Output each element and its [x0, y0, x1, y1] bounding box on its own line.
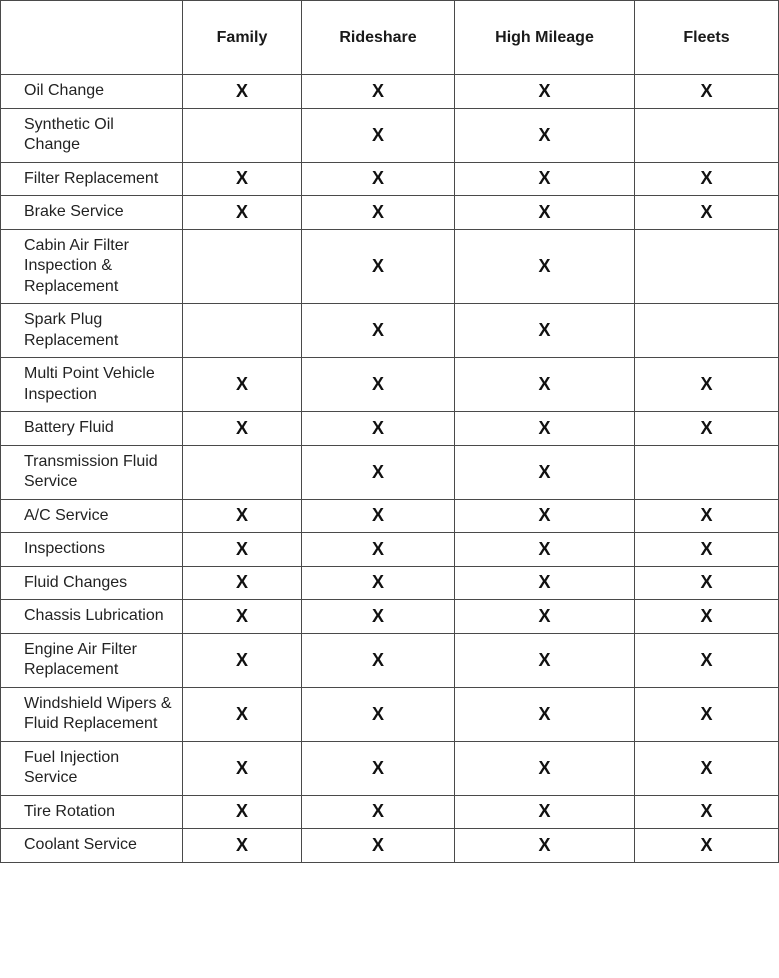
- high-mileage-mark-value: X: [538, 572, 551, 593]
- fleets-mark-value: X: [700, 538, 713, 559]
- rideshare-mark: [302, 304, 455, 358]
- rideshare-mark-value: X: [371, 168, 384, 189]
- family-mark-value: X: [235, 757, 248, 778]
- rideshare-mark: [302, 196, 455, 230]
- fleets-mark: [635, 162, 779, 196]
- rideshare-mark: [302, 499, 455, 533]
- table-row: [1, 196, 779, 230]
- fleets-mark-value: X: [700, 649, 713, 670]
- family-mark: [183, 795, 302, 829]
- high-mileage-mark: [455, 829, 635, 863]
- rideshare-mark: [302, 533, 455, 567]
- rideshare-mark: [302, 687, 455, 741]
- table-row: [1, 741, 779, 795]
- family-mark-value: X: [235, 572, 248, 593]
- service-name: Cabin Air Filter Inspection & Replacement: [1, 229, 183, 304]
- rideshare-mark: [302, 108, 455, 162]
- fleets-mark-value: X: [700, 80, 713, 101]
- fleets-mark-value: X: [700, 757, 713, 778]
- family-mark: [183, 741, 302, 795]
- rideshare-mark: [302, 566, 455, 600]
- family-mark: [183, 829, 302, 863]
- rideshare-mark-value: X: [371, 649, 384, 670]
- fleets-mark: [635, 108, 779, 162]
- fleets-mark: [635, 304, 779, 358]
- rideshare-mark: [302, 445, 455, 499]
- high-mileage-mark: [455, 229, 635, 304]
- rideshare-mark-value: X: [371, 605, 384, 626]
- high-mileage-mark-value: X: [538, 757, 551, 778]
- high-mileage-mark-value: X: [538, 168, 551, 189]
- high-mileage-mark: [455, 445, 635, 499]
- family-mark: [183, 304, 302, 358]
- high-mileage-mark-value: X: [538, 124, 551, 145]
- fleets-mark: [635, 795, 779, 829]
- high-mileage-mark-value: X: [538, 703, 551, 724]
- table-header: [1, 1, 779, 75]
- fleets-mark: [635, 412, 779, 446]
- rideshare-mark: [302, 229, 455, 304]
- table-row: [1, 533, 779, 567]
- fleets-mark-value: X: [700, 374, 713, 394]
- rideshare-mark-value: X: [371, 417, 384, 438]
- table-row: [1, 358, 779, 412]
- family-mark: [183, 358, 302, 412]
- high-mileage-mark-value: X: [538, 417, 551, 438]
- rideshare-mark-value: X: [371, 757, 384, 778]
- service-name: Chassis Lubrication: [1, 600, 183, 634]
- family-mark-value: X: [235, 801, 248, 822]
- family-mark: [183, 229, 302, 304]
- service-name: Fuel Injection Service: [1, 741, 183, 795]
- rideshare-mark: [302, 75, 455, 109]
- fleets-mark-value: X: [700, 801, 713, 822]
- rideshare-mark-value: X: [371, 538, 384, 559]
- service-name: Brake Service: [1, 196, 183, 230]
- header-service-column: [1, 1, 183, 75]
- family-mark-value: X: [235, 201, 248, 222]
- fleets-mark-value: X: [700, 505, 713, 526]
- fleets-mark: [635, 499, 779, 533]
- table-row: [1, 162, 779, 196]
- fleets-mark: [635, 75, 779, 109]
- family-mark: [183, 162, 302, 196]
- family-mark-value: X: [235, 834, 248, 855]
- table-row: [1, 633, 779, 687]
- high-mileage-mark: [455, 304, 635, 358]
- rideshare-mark-value: X: [371, 124, 384, 145]
- table-body: [1, 75, 779, 863]
- service-name: Transmission Fluid Service: [1, 445, 183, 499]
- fleets-mark-value: X: [700, 168, 713, 189]
- high-mileage-mark: [455, 633, 635, 687]
- high-mileage-mark: [455, 75, 635, 109]
- family-mark-value: X: [235, 505, 248, 526]
- fleets-mark-value: X: [700, 417, 713, 438]
- table-row: [1, 229, 779, 304]
- rideshare-mark: [302, 633, 455, 687]
- family-mark: [183, 533, 302, 567]
- header-rideshare: Rideshare: [302, 1, 455, 75]
- rideshare-mark: [302, 795, 455, 829]
- family-mark: [183, 687, 302, 741]
- high-mileage-mark: [455, 162, 635, 196]
- high-mileage-mark-value: X: [538, 505, 551, 526]
- high-mileage-mark: [455, 533, 635, 567]
- high-mileage-mark-value: X: [538, 801, 551, 822]
- rideshare-mark: [302, 358, 455, 412]
- rideshare-mark-value: X: [371, 703, 384, 724]
- family-mark: [183, 412, 302, 446]
- fleets-mark: [635, 741, 779, 795]
- family-mark: [183, 75, 302, 109]
- service-name: Coolant Service: [1, 829, 183, 863]
- rideshare-mark: [302, 600, 455, 634]
- high-mileage-mark: [455, 741, 635, 795]
- fleets-mark-value: X: [700, 834, 713, 855]
- family-mark-value: X: [235, 374, 248, 394]
- family-mark: [183, 566, 302, 600]
- high-mileage-mark: [455, 499, 635, 533]
- service-name: Multi Point Vehicle Inspection: [1, 358, 183, 412]
- high-mileage-mark-value: X: [538, 834, 551, 855]
- table-row: [1, 445, 779, 499]
- table-row: [1, 499, 779, 533]
- fleets-mark-value: X: [700, 703, 713, 724]
- fleets-mark: [635, 600, 779, 634]
- service-name: A/C Service: [1, 499, 183, 533]
- high-mileage-mark-value: X: [538, 201, 551, 222]
- table-row: [1, 108, 779, 162]
- high-mileage-mark-value: X: [538, 461, 551, 482]
- family-mark-value: X: [235, 538, 248, 559]
- high-mileage-mark: [455, 795, 635, 829]
- header-fleets: Fleets: [635, 1, 779, 75]
- high-mileage-mark: [455, 566, 635, 600]
- service-name: Fluid Changes: [1, 566, 183, 600]
- family-mark: [183, 108, 302, 162]
- service-name: Windshield Wipers & Fluid Replacement: [1, 687, 183, 741]
- fleets-mark: [635, 533, 779, 567]
- fleets-mark-value: X: [700, 201, 713, 222]
- high-mileage-mark-value: X: [538, 605, 551, 626]
- fleets-mark: [635, 633, 779, 687]
- service-name: Spark Plug Replacement: [1, 304, 183, 358]
- family-mark-value: X: [235, 703, 248, 724]
- family-mark-value: X: [235, 417, 248, 438]
- high-mileage-mark: [455, 687, 635, 741]
- table-row: [1, 75, 779, 109]
- fleets-mark: [635, 196, 779, 230]
- fleets-mark: [635, 566, 779, 600]
- high-mileage-mark-value: X: [538, 320, 551, 340]
- fleets-mark-value: X: [700, 572, 713, 593]
- rideshare-mark: [302, 741, 455, 795]
- rideshare-mark: [302, 162, 455, 196]
- family-mark-value: X: [235, 605, 248, 626]
- family-mark: [183, 499, 302, 533]
- header-family: Family: [183, 1, 302, 75]
- rideshare-mark-value: X: [371, 80, 384, 101]
- high-mileage-mark-value: X: [538, 80, 551, 101]
- rideshare-mark-value: X: [371, 255, 384, 276]
- fleets-mark: [635, 687, 779, 741]
- fleets-mark: [635, 229, 779, 304]
- rideshare-mark: [302, 412, 455, 446]
- family-mark-value: X: [235, 168, 248, 189]
- high-mileage-mark-value: X: [538, 255, 551, 276]
- rideshare-mark: [302, 829, 455, 863]
- family-mark-value: X: [235, 649, 248, 670]
- table-row: [1, 687, 779, 741]
- service-name: Tire Rotation: [1, 795, 183, 829]
- rideshare-mark-value: X: [371, 201, 384, 222]
- high-mileage-mark: [455, 600, 635, 634]
- rideshare-mark-value: X: [371, 801, 384, 822]
- family-mark: [183, 445, 302, 499]
- table-row: [1, 795, 779, 829]
- table-row: [1, 412, 779, 446]
- table-row: [1, 304, 779, 358]
- table-row: [1, 566, 779, 600]
- rideshare-mark-value: X: [371, 834, 384, 855]
- family-mark-value: X: [235, 80, 248, 101]
- family-mark: [183, 196, 302, 230]
- fleets-mark: [635, 445, 779, 499]
- high-mileage-mark-value: X: [538, 649, 551, 670]
- header-high-mileage: High Mileage: [455, 1, 635, 75]
- service-name: Oil Change: [1, 75, 183, 109]
- table-row: [1, 600, 779, 634]
- fleets-mark: [635, 829, 779, 863]
- service-name: Filter Replacement: [1, 162, 183, 196]
- high-mileage-mark-value: X: [538, 538, 551, 559]
- rideshare-mark-value: X: [371, 505, 384, 526]
- service-name: Battery Fluid: [1, 412, 183, 446]
- service-name: Synthetic Oil Change: [1, 108, 183, 162]
- high-mileage-mark: [455, 358, 635, 412]
- service-name: Engine Air Filter Replacement: [1, 633, 183, 687]
- rideshare-mark-value: X: [371, 461, 384, 482]
- table-row: [1, 829, 779, 863]
- family-mark: [183, 633, 302, 687]
- high-mileage-mark: [455, 412, 635, 446]
- service-name: Inspections: [1, 533, 183, 567]
- rideshare-mark-value: X: [371, 572, 384, 593]
- family-mark: [183, 600, 302, 634]
- fleets-mark-value: X: [700, 605, 713, 626]
- rideshare-mark-value: X: [371, 374, 384, 394]
- high-mileage-mark: [455, 196, 635, 230]
- fleets-mark: [635, 358, 779, 412]
- rideshare-mark-value: X: [371, 320, 384, 340]
- high-mileage-mark-value: X: [538, 374, 551, 394]
- high-mileage-mark: [455, 108, 635, 162]
- header-row: [1, 1, 779, 75]
